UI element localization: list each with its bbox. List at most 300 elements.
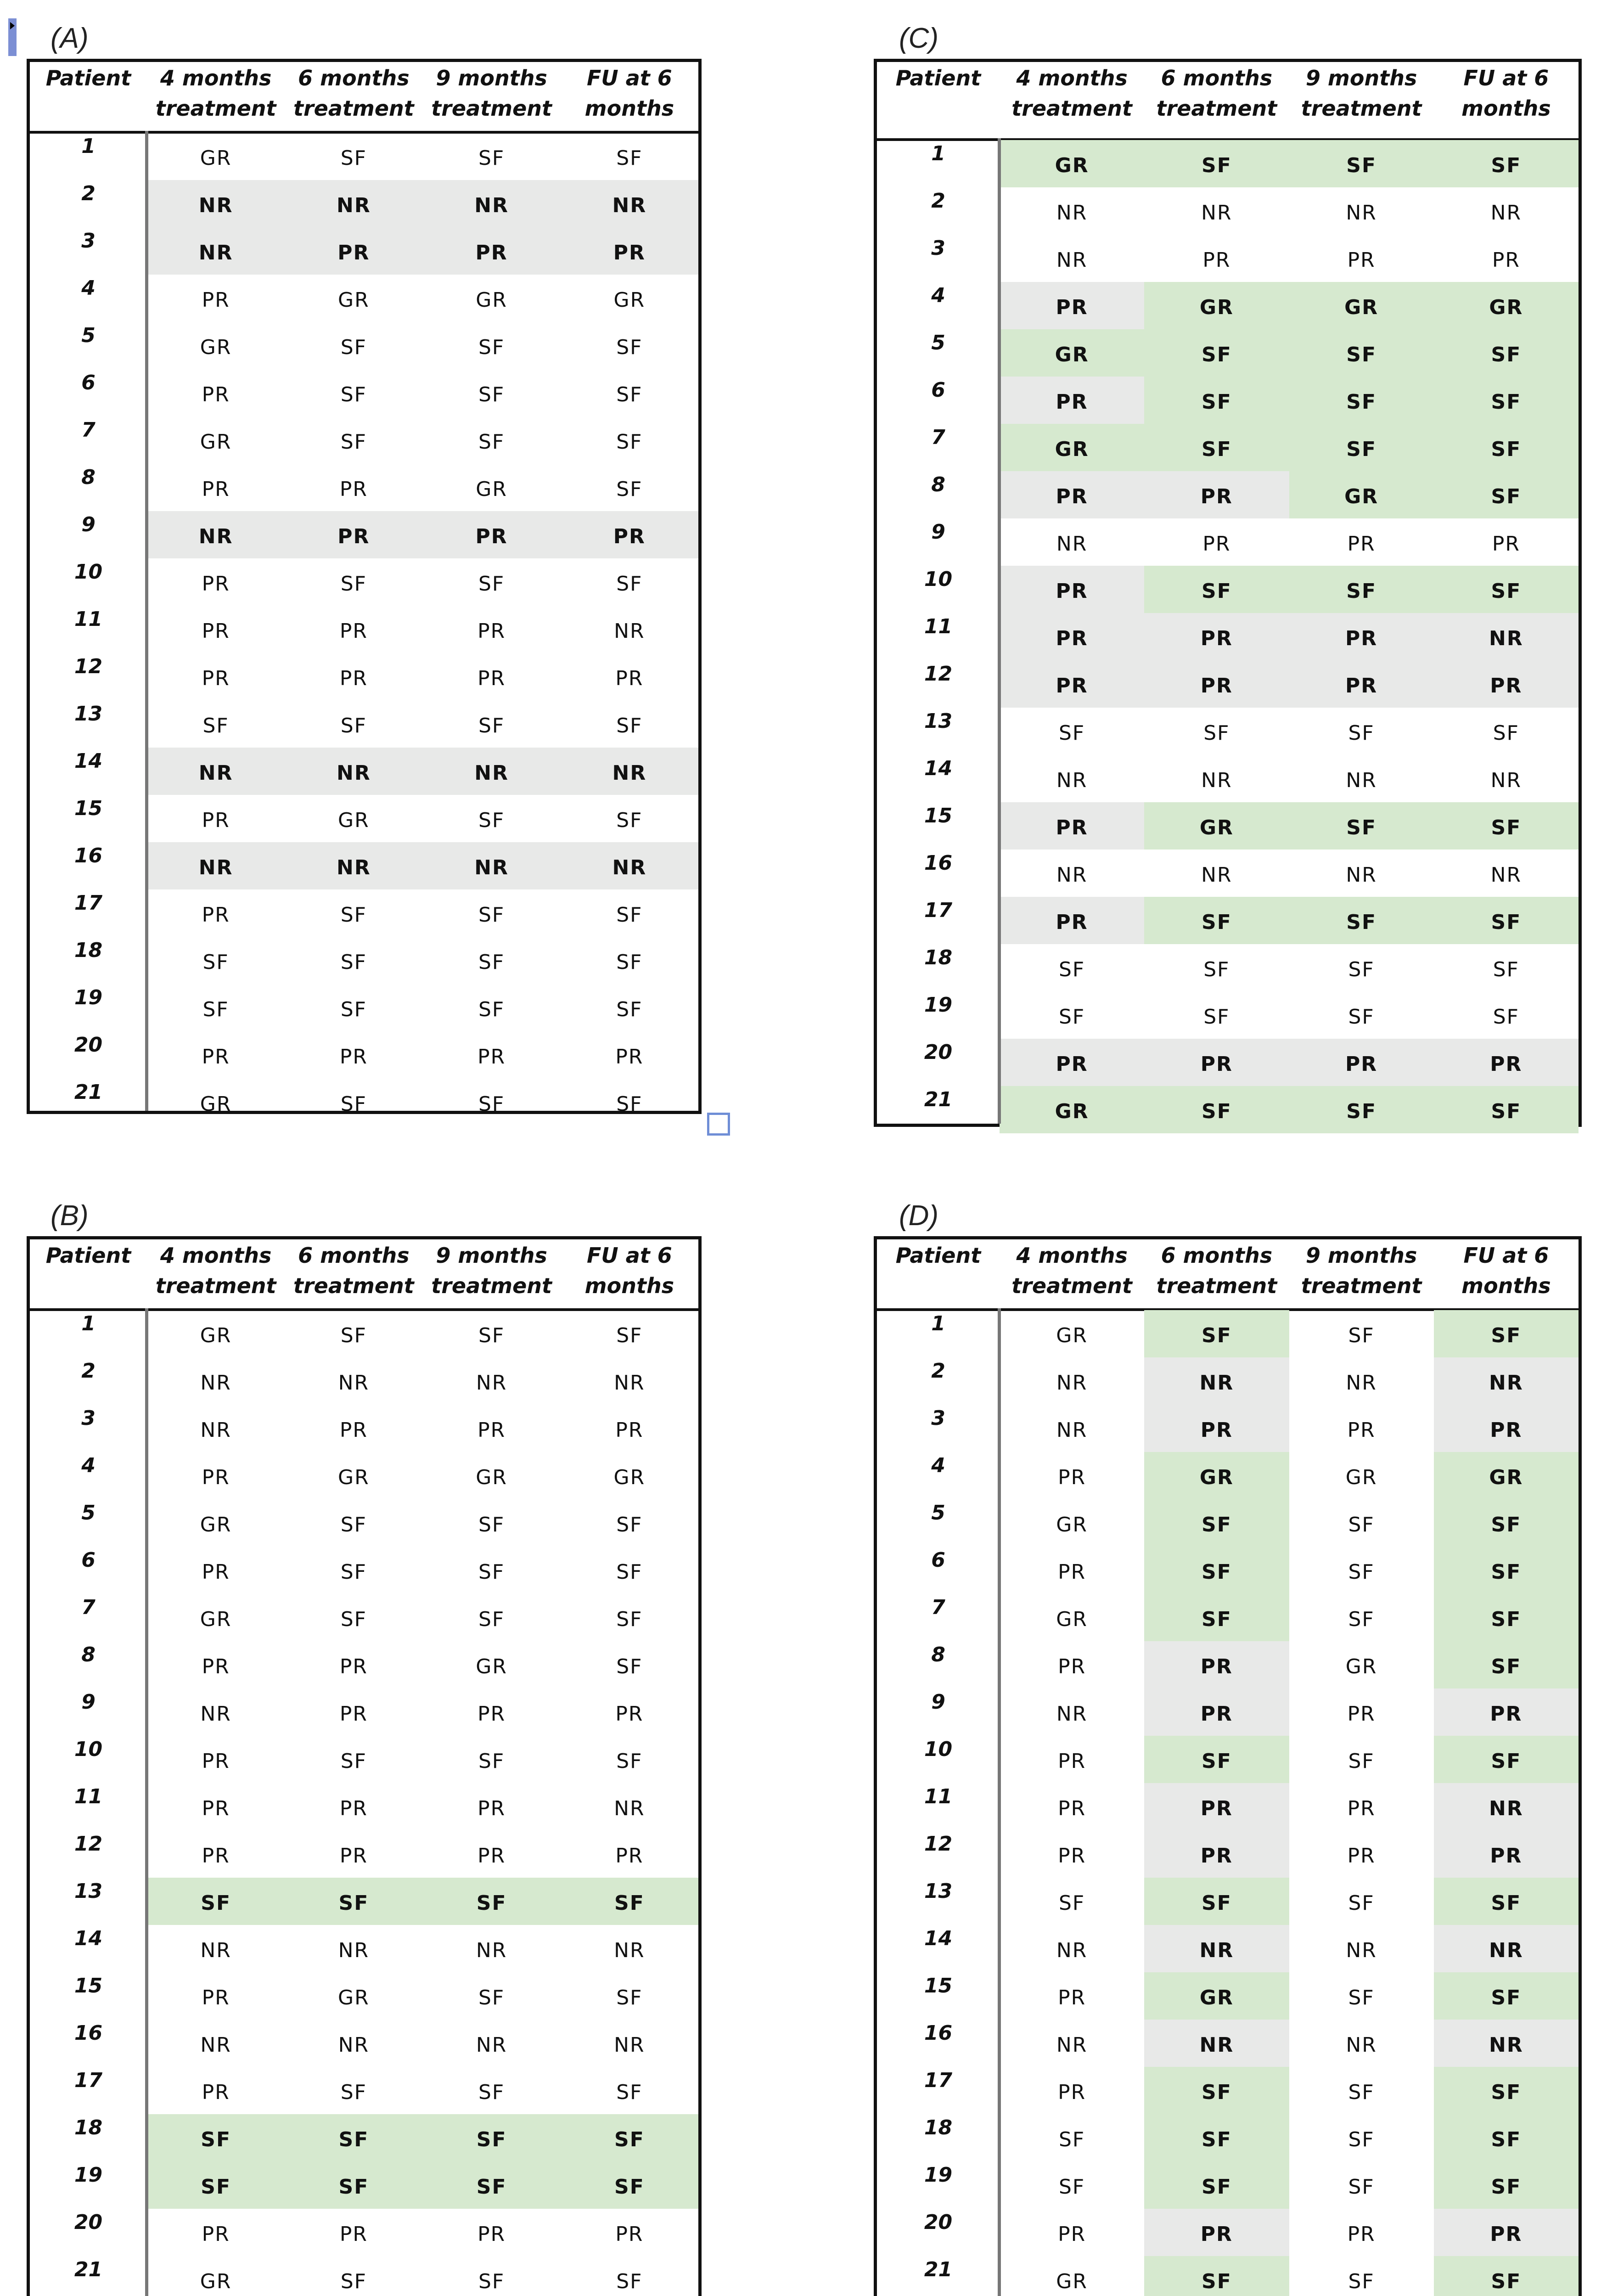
response-cell: PR <box>615 1045 644 1069</box>
response-cell: SF <box>147 1878 285 1925</box>
response-cell: PR <box>202 903 230 927</box>
response-cell: SF <box>616 998 643 1021</box>
response-cell: NR <box>561 748 698 795</box>
response-cell: SF <box>478 336 505 359</box>
response-cell: PR <box>1058 1466 1086 1489</box>
response-cell: PR <box>1144 1405 1289 1452</box>
header-line: 4 months <box>1016 1243 1128 1268</box>
header-cell <box>1144 1239 1289 1301</box>
response-cell: NR <box>1346 1371 1377 1395</box>
response-cell: SF <box>340 1324 367 1347</box>
response-cell: SF <box>202 998 229 1021</box>
table-row <box>30 511 698 558</box>
header-cell <box>1434 62 1579 124</box>
table-row <box>30 416 698 464</box>
response-cell: NR <box>1056 1418 1088 1442</box>
table-row <box>30 1357 698 1405</box>
response-cell: NR <box>476 2033 507 2057</box>
response-cell: SF <box>1348 1560 1375 1584</box>
response-cell: SF <box>1434 802 1579 850</box>
response-cell: SF <box>616 1986 643 2009</box>
table-row <box>30 606 698 653</box>
table-row <box>877 1452 1579 1499</box>
patient-number: 5 <box>81 324 95 347</box>
response-cell: SF <box>1434 1878 1579 1925</box>
patient-number: 17 <box>74 891 103 915</box>
response-cell: SF <box>147 2114 285 2161</box>
patient-number: 4 <box>931 1454 945 1477</box>
response-cell: NR <box>1144 2020 1289 2067</box>
response-cell: GR <box>1000 1086 1144 1133</box>
response-cell: NR <box>423 842 561 889</box>
response-cell: NR <box>200 1371 231 1395</box>
patient-number: 3 <box>81 1407 95 1430</box>
response-cell: SF <box>423 2161 561 2209</box>
response-cell: SF <box>1059 2128 1085 2151</box>
response-cell: PR <box>1347 1418 1376 1442</box>
header-line: treatment <box>1011 96 1133 121</box>
response-cell: SF <box>616 1655 643 1678</box>
response-cell: SF <box>616 572 643 596</box>
patient-number: 20 <box>74 2211 103 2234</box>
response-cell: SF <box>423 2114 561 2161</box>
patient-number: 21 <box>924 2258 953 2281</box>
table-row <box>877 1641 1579 1688</box>
patient-number: 12 <box>924 662 953 686</box>
header-line: FU at 6 <box>1463 66 1549 90</box>
table-row <box>877 897 1579 944</box>
response-cell: SF <box>478 1560 505 1584</box>
patient-number: 9 <box>931 520 945 544</box>
response-cell: SF <box>478 1513 505 1536</box>
patient-number: 1 <box>931 142 945 165</box>
response-cell: NR <box>1144 1357 1289 1405</box>
response-cell: SF <box>1144 2114 1289 2161</box>
table-row <box>877 471 1579 518</box>
header-line: Patient <box>895 1243 981 1268</box>
response-cell: SF <box>1144 1547 1289 1594</box>
response-cell: PR <box>285 511 422 558</box>
response-cell: PR <box>1492 248 1520 272</box>
response-cell: SF <box>1144 1878 1289 1925</box>
table-row <box>877 377 1579 424</box>
header-line: 4 months <box>160 66 272 90</box>
table-row <box>30 842 698 889</box>
response-cell: NR <box>285 180 422 227</box>
response-cell: NR <box>1056 201 1088 225</box>
response-cell: PR <box>1144 1783 1289 1830</box>
response-cell: SF <box>1144 1736 1289 1783</box>
response-cell: GR <box>476 1655 507 1678</box>
response-cell: GR <box>200 1608 232 1631</box>
patient-number: 4 <box>931 284 945 307</box>
response-cell: SF <box>340 714 367 737</box>
response-cell: PR <box>615 1418 644 1442</box>
patient-number: 15 <box>74 1974 103 1998</box>
panel-label-c: (C) <box>899 23 939 54</box>
response-cell: SF <box>340 430 367 454</box>
table-row <box>30 1031 698 1079</box>
header-line: 6 months <box>298 1243 410 1268</box>
patient-number: 6 <box>931 378 945 402</box>
response-cell: NR <box>1056 769 1088 792</box>
table-row <box>877 1357 1579 1405</box>
response-cell: SF <box>1434 329 1579 377</box>
response-cell: NR <box>1346 769 1377 792</box>
response-cell: SF <box>1144 2256 1289 2296</box>
table-row <box>30 1405 698 1452</box>
response-cell: SF <box>616 336 643 359</box>
response-cell: GR <box>200 1513 232 1536</box>
response-cell: NR <box>285 842 422 889</box>
table-row <box>30 180 698 227</box>
response-table-b <box>27 1236 702 2296</box>
response-cell: SF <box>616 430 643 454</box>
table-row <box>877 2114 1579 2161</box>
patient-number: 16 <box>924 2021 953 2045</box>
response-cell: PR <box>1058 1844 1086 1868</box>
table-row <box>877 424 1579 471</box>
response-cell: SF <box>616 1092 643 1116</box>
response-cell: GR <box>200 1324 232 1347</box>
response-cell: PR <box>1347 1844 1376 1868</box>
patient-number: 6 <box>931 1548 945 1572</box>
response-cell: PR <box>477 2223 506 2246</box>
response-cell: PR <box>1434 1039 1579 1086</box>
patient-number: 19 <box>74 2163 103 2187</box>
table-row <box>30 1079 698 1126</box>
response-cell: PR <box>339 1655 368 1678</box>
patient-number: 20 <box>924 1041 953 1064</box>
table-row <box>30 795 698 842</box>
response-cell: PR <box>1202 248 1231 272</box>
panel-label-a: (A) <box>51 23 89 54</box>
response-cell: SF <box>478 903 505 927</box>
response-cell: GR <box>1000 424 1144 471</box>
response-cell: SF <box>1434 2114 1579 2161</box>
response-cell: GR <box>1345 1655 1377 1678</box>
table-row <box>30 133 698 180</box>
response-cell: GR <box>476 1466 507 1489</box>
table-row <box>877 1039 1579 1086</box>
response-cell: SF <box>616 478 643 501</box>
header-cell <box>30 62 147 93</box>
response-cell: SF <box>1434 1499 1579 1547</box>
table-row <box>30 464 698 511</box>
response-cell: NR <box>1056 1371 1088 1395</box>
response-cell: NR <box>285 748 422 795</box>
table-header <box>877 1239 1579 1311</box>
column-divider <box>145 1308 148 2296</box>
patient-number: 9 <box>81 513 95 536</box>
response-cell: SF <box>478 809 505 832</box>
table-body <box>30 133 698 1116</box>
response-cell: SF <box>478 2081 505 2104</box>
response-cell: GR <box>1345 1466 1377 1489</box>
table-row <box>877 1086 1579 1133</box>
column-divider <box>998 1308 1001 2296</box>
patient-number: 5 <box>931 331 945 355</box>
response-cell: SF <box>1434 471 1579 518</box>
header-cell <box>877 62 1000 93</box>
response-cell: SF <box>1434 1594 1579 1641</box>
response-cell: PR <box>339 1702 368 1726</box>
response-cell: SF <box>1434 140 1579 187</box>
response-cell: PR <box>202 288 230 312</box>
table-row <box>30 1972 698 2020</box>
table-row <box>877 1878 1579 1925</box>
patient-number: 9 <box>81 1690 95 1714</box>
patient-number: 2 <box>81 182 95 205</box>
response-cell: PR <box>615 1844 644 1868</box>
response-cell: NR <box>1144 1925 1289 1972</box>
response-cell: PR <box>1144 1641 1289 1688</box>
header-line: treatment <box>293 1273 414 1298</box>
response-cell: SF <box>616 809 643 832</box>
response-cell: SF <box>1144 424 1289 471</box>
table-row <box>30 1878 698 1925</box>
response-cell: SF <box>1144 329 1289 377</box>
header-cell <box>561 1239 698 1301</box>
response-cell: PR <box>561 227 698 275</box>
header-line: 6 months <box>298 66 410 90</box>
response-cell: NR <box>1056 2033 1088 2057</box>
patient-number: 4 <box>81 276 95 300</box>
patient-number: 13 <box>74 1880 103 1903</box>
response-cell: NR <box>1346 863 1377 887</box>
patient-number: 17 <box>74 2069 103 2092</box>
response-cell: SF <box>1289 377 1434 424</box>
response-cell: NR <box>1201 863 1232 887</box>
table-row <box>30 1641 698 1688</box>
patient-number: 13 <box>74 702 103 726</box>
table-row <box>877 518 1579 566</box>
panel-label-d: (D) <box>899 1200 939 1232</box>
response-cell: PR <box>1000 377 1144 424</box>
patient-number: 1 <box>81 135 95 158</box>
response-cell: PR <box>1289 613 1434 660</box>
patient-number: 18 <box>924 2116 953 2139</box>
patient-number: 11 <box>924 615 953 638</box>
patient-number: 14 <box>74 749 103 773</box>
response-cell: NR <box>147 842 285 889</box>
response-cell: PR <box>1347 248 1376 272</box>
patient-number: 21 <box>74 1080 103 1104</box>
header-line: FU at 6 <box>586 66 672 90</box>
response-cell: PR <box>1058 2081 1086 2104</box>
response-cell: SF <box>1434 424 1579 471</box>
response-cell: GR <box>476 288 507 312</box>
response-cell: PR <box>423 511 561 558</box>
patient-number: 2 <box>931 189 945 213</box>
table-row <box>877 944 1579 991</box>
header-line: Patient <box>895 66 981 90</box>
table-row <box>877 660 1579 708</box>
response-cell: SF <box>1203 958 1230 981</box>
response-cell: SF <box>616 2270 643 2293</box>
response-cell: GR <box>476 478 507 501</box>
header-cell <box>1289 1239 1434 1301</box>
response-cell: NR <box>561 180 698 227</box>
table-row <box>877 1972 1579 2020</box>
response-cell: SF <box>1348 2270 1375 2293</box>
response-cell: SF <box>1144 566 1289 613</box>
response-cell: GR <box>338 809 370 832</box>
patient-number: 19 <box>924 2163 953 2187</box>
table-row <box>877 235 1579 282</box>
table-row <box>30 2161 698 2209</box>
response-cell: SF <box>616 714 643 737</box>
header-cell <box>285 62 422 124</box>
response-cell: NR <box>423 180 561 227</box>
header-cell <box>1144 62 1289 124</box>
response-cell: SF <box>1434 2256 1579 2296</box>
response-cell: PR <box>285 227 422 275</box>
response-cell: SF <box>1144 1594 1289 1641</box>
panel-label-b: (B) <box>51 1200 89 1232</box>
table-row <box>30 889 698 937</box>
response-cell: SF <box>1434 1547 1579 1594</box>
header-line: treatment <box>1301 96 1422 121</box>
response-cell: SF <box>1434 377 1579 424</box>
header-line: months <box>584 96 674 121</box>
response-cell: SF <box>423 1878 561 1925</box>
table-header <box>30 62 698 134</box>
resize-handle-icon[interactable] <box>707 1113 730 1136</box>
response-cell: PR <box>1434 2209 1579 2256</box>
response-cell: PR <box>202 1560 230 1584</box>
response-cell: PR <box>477 1702 506 1726</box>
table-row <box>877 991 1579 1039</box>
response-cell: PR <box>1144 471 1289 518</box>
response-cell: GR <box>1144 1452 1289 1499</box>
response-cell: PR <box>615 1702 644 1726</box>
response-cell: NR <box>147 748 285 795</box>
response-cell: SF <box>616 903 643 927</box>
table-move-handle-icon[interactable] <box>8 18 17 56</box>
patient-number: 15 <box>74 797 103 820</box>
response-cell: PR <box>339 1418 368 1442</box>
response-cell: PR <box>1434 660 1579 708</box>
response-cell: NR <box>1056 532 1088 556</box>
response-cell: NR <box>1434 1357 1579 1405</box>
response-cell: PR <box>1289 660 1434 708</box>
response-cell: SF <box>1144 377 1289 424</box>
table-row <box>30 1830 698 1878</box>
response-cell: PR <box>615 667 644 690</box>
response-cell: SF <box>1144 1086 1289 1133</box>
table-row <box>30 1736 698 1783</box>
response-cell: GR <box>200 1092 232 1116</box>
response-cell: GR <box>1144 282 1289 329</box>
response-cell: GR <box>1434 282 1579 329</box>
response-cell: GR <box>338 1466 370 1489</box>
patient-number: 7 <box>931 1596 945 1619</box>
response-cell: SF <box>1203 1005 1230 1029</box>
response-cell: GR <box>1289 282 1434 329</box>
table-row <box>30 1310 698 1357</box>
header-cell <box>877 1239 1000 1271</box>
response-cell: SF <box>616 1560 643 1584</box>
response-cell: GR <box>1056 1324 1088 1347</box>
patient-number: 8 <box>81 466 95 489</box>
response-cell: GR <box>200 146 232 170</box>
header-cell <box>147 62 285 124</box>
response-cell: NR <box>1434 1925 1579 1972</box>
response-cell: SF <box>1144 1310 1289 1357</box>
response-cell: PR <box>1058 1986 1086 2009</box>
response-cell: SF <box>1434 897 1579 944</box>
patient-number: 13 <box>924 709 953 733</box>
table-row <box>877 802 1579 850</box>
table-row <box>877 1547 1579 1594</box>
response-cell: SF <box>1289 424 1434 471</box>
table-body <box>30 1310 698 2296</box>
response-cell: PR <box>477 1418 506 1442</box>
response-cell: GR <box>200 2270 232 2293</box>
table-row <box>30 984 698 1031</box>
response-cell: SF <box>1348 2081 1375 2104</box>
response-cell: SF <box>1493 721 1519 745</box>
response-cell: PR <box>202 1466 230 1489</box>
table-row <box>30 1547 698 1594</box>
response-cell: SF <box>340 1513 367 1536</box>
response-cell: PR <box>1434 1405 1579 1452</box>
patient-number: 5 <box>931 1501 945 1525</box>
header-line: months <box>584 1273 674 1298</box>
patient-number: 18 <box>924 946 953 969</box>
response-cell: PR <box>1000 660 1144 708</box>
response-cell: GR <box>200 430 232 454</box>
patient-number: 12 <box>924 1832 953 1856</box>
response-cell: NR <box>1056 863 1088 887</box>
table-row <box>877 850 1579 897</box>
table-row <box>30 1452 698 1499</box>
patient-number: 12 <box>74 655 103 678</box>
response-cell: PR <box>339 1797 368 1820</box>
response-cell: SF <box>561 2161 698 2209</box>
response-cell: PR <box>1000 897 1144 944</box>
header-line: treatment <box>431 96 552 121</box>
patient-number: 15 <box>924 1974 953 1998</box>
response-cell: SF <box>1144 1499 1289 1547</box>
table-body <box>877 1310 1579 2296</box>
response-cell: SF <box>1493 958 1519 981</box>
response-cell: GR <box>1000 140 1144 187</box>
patient-number: 1 <box>81 1312 95 1335</box>
response-cell: NR <box>614 1797 645 1820</box>
response-cell: NR <box>1490 863 1522 887</box>
response-cell: SF <box>340 383 367 406</box>
response-cell: SF <box>1348 1005 1375 1029</box>
response-cell: PR <box>477 667 506 690</box>
response-cell: PR <box>1347 532 1376 556</box>
header-cell <box>1000 62 1144 124</box>
header-line: treatment <box>1156 1273 1277 1298</box>
response-cell: SF <box>1348 1608 1375 1631</box>
response-cell: SF <box>340 1092 367 1116</box>
response-cell: SF <box>202 951 229 974</box>
patient-number: 21 <box>924 1088 953 1111</box>
response-cell: PR <box>202 667 230 690</box>
header-cell <box>1000 1239 1144 1301</box>
response-cell: PR <box>1144 660 1289 708</box>
table-row <box>877 1736 1579 1783</box>
header-line: months <box>1461 1273 1551 1298</box>
response-cell: SF <box>1059 958 1085 981</box>
patient-number: 1 <box>931 1312 945 1335</box>
patient-number: 15 <box>924 804 953 827</box>
